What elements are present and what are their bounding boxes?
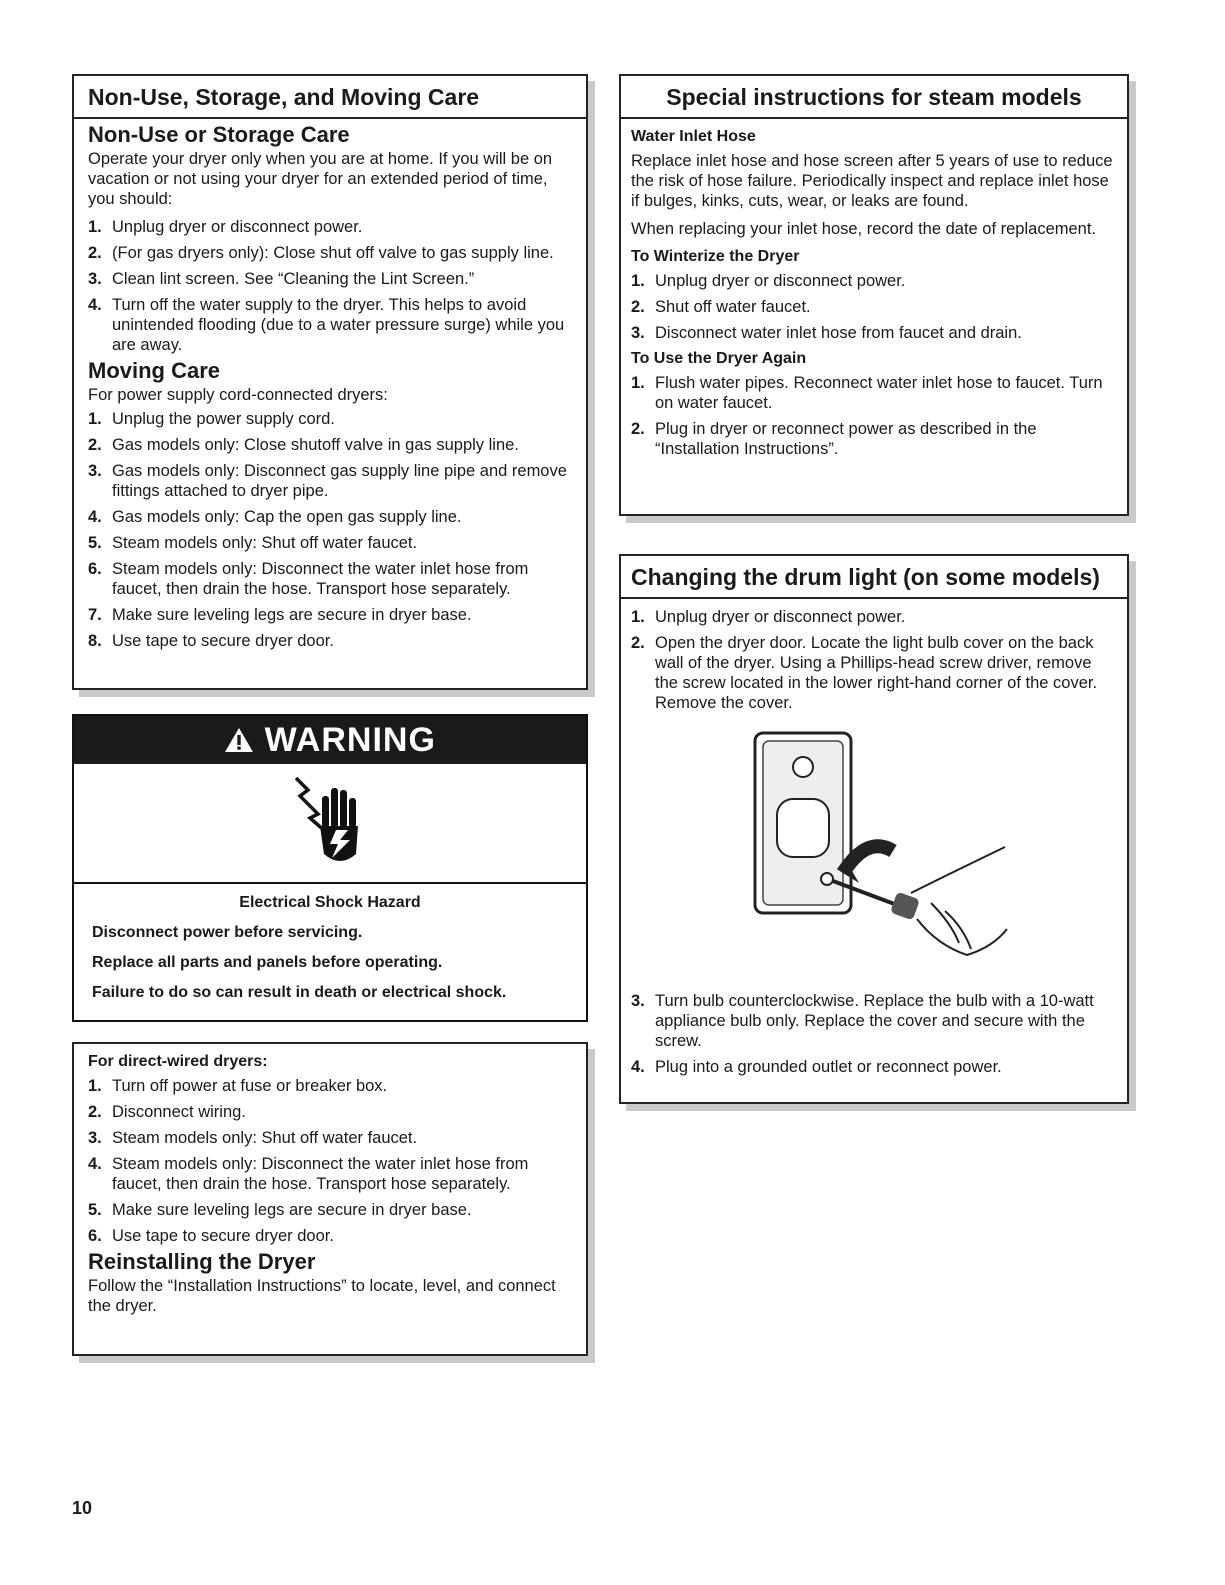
- list-item-text: Use tape to secure dryer door.: [112, 1227, 334, 1245]
- list-item-text: Unplug dryer or disconnect power.: [112, 218, 363, 236]
- list-item-number: 1.: [88, 410, 102, 428]
- hose-paragraph: Replace inlet hose and hose screen after 5 years of use to reduce the risk of hose failure. Periodically inspect and replace inlet hose if bulges, kinks, cuts, wear, or leaks are found.: [631, 152, 1113, 210]
- list-item: [88, 1076, 572, 1096]
- list-item-number: 2.: [631, 420, 645, 438]
- moving-intro: For power supply cord-connected dryers:: [88, 386, 388, 404]
- list-item-number: 4.: [88, 508, 102, 526]
- list-item-number: 1.: [88, 1077, 102, 1095]
- list-item-number: 6.: [88, 1227, 102, 1245]
- list-item-number: 7.: [88, 606, 102, 624]
- non-use-title: Non-Use, Storage, and Moving Care: [74, 76, 586, 119]
- list-item-text: Unplug the power supply cord.: [112, 410, 335, 428]
- again-heading: To Use the Dryer Again: [631, 350, 807, 367]
- list-item: [631, 323, 1113, 343]
- list-item: [631, 1057, 1113, 1077]
- list-item: [631, 373, 1113, 413]
- list-item-text: Gas models only: Cap the open gas supply line.: [112, 508, 462, 526]
- list-item-number: 2.: [631, 634, 645, 652]
- moving-heading: Moving Care: [88, 358, 221, 383]
- list-item-number: 2.: [88, 436, 102, 454]
- list-item-number: 4.: [88, 1155, 102, 1173]
- list-item-number: 5.: [88, 534, 102, 552]
- drum-light-steps-b: [631, 991, 1113, 1077]
- non-use-section: [72, 74, 588, 690]
- warning-line: Replace all parts and panels before operating.: [92, 954, 443, 971]
- list-item-text: Use tape to secure dryer door.: [112, 632, 334, 650]
- list-item: [631, 991, 1113, 1051]
- list-item-text: Gas models only: Close shutoff valve in gas supply line.: [112, 436, 519, 454]
- list-item: [88, 1200, 572, 1220]
- list-item: [631, 271, 1113, 291]
- list-item-number: 2.: [88, 1103, 102, 1121]
- direct-wired-heading: For direct-wired dryers:: [88, 1053, 268, 1070]
- list-item: [88, 217, 572, 237]
- steam-section: [619, 74, 1129, 516]
- list-item-number: 1.: [631, 272, 645, 290]
- list-item-number: 1.: [88, 218, 102, 236]
- list-item-number: 1.: [631, 608, 645, 626]
- warning-line: Disconnect power before servicing.: [92, 924, 363, 941]
- list-item-number: 2.: [88, 244, 102, 262]
- list-item: [88, 461, 572, 501]
- list-item-text: Gas models only: Disconnect gas supply line pipe and remove fittings attached to dryer pipe.: [112, 462, 567, 500]
- list-item: [88, 559, 572, 599]
- page-number: 10: [72, 1498, 93, 1518]
- list-item-text: (For gas dryers only): Close shut off valve to gas supply line.: [112, 244, 554, 262]
- reinstall-text: Follow the “Installation Instructions” to locate, level, and connect the dryer.: [88, 1277, 556, 1315]
- list-item-text: Flush water pipes. Reconnect water inlet hose to faucet. Turn on water faucet.: [655, 374, 1103, 412]
- warning-line: Failure to do so can result in death or electrical shock.: [92, 984, 507, 1001]
- list-item: [88, 533, 572, 553]
- direct-wired-section: [72, 1042, 588, 1356]
- list-item-number: 3.: [88, 1129, 102, 1147]
- winterize-steps: [631, 271, 1113, 343]
- electric-shock-hand-icon: [292, 774, 372, 874]
- list-item: [88, 507, 572, 527]
- list-item-text: Open the dryer door. Locate the light bulb cover on the back wall of the dryer. Using a Phillips-head screw driver, remove the screw located in the lower right-hand corner of the cover. Remove the cover.: [655, 634, 1098, 712]
- list-item-text: Plug into a grounded outlet or reconnect power.: [655, 1058, 1002, 1076]
- list-item: [88, 295, 572, 355]
- steam-title: Special instructions for steam models: [621, 76, 1127, 119]
- list-item-text: Make sure leveling legs are secure in dryer base.: [112, 1201, 472, 1219]
- again-steps: [631, 373, 1113, 459]
- hose-heading: Water Inlet Hose: [631, 128, 756, 145]
- list-item-number: 6.: [88, 560, 102, 578]
- storage-intro: Operate your dryer only when you are at home. If you will be on vacation or not using your dryer for an extended period of time, you should:: [88, 150, 553, 208]
- list-item: [631, 419, 1113, 459]
- warning-label: WARNING: [264, 721, 436, 759]
- list-item-text: Turn off power at fuse or breaker box.: [112, 1077, 388, 1095]
- winterize-heading: To Winterize the Dryer: [631, 248, 800, 265]
- list-item-text: Steam models only: Shut off water faucet.: [112, 1129, 418, 1147]
- warning-triangle-icon: [224, 721, 264, 759]
- list-item-number: 4.: [631, 1058, 645, 1076]
- reinstall-heading: Reinstalling the Dryer: [88, 1249, 316, 1274]
- list-item-text: Clean lint screen. See “Cleaning the Lint Screen.”: [112, 270, 475, 288]
- list-item-number: 3.: [88, 462, 102, 480]
- list-item-text: Make sure leveling legs are secure in dryer base.: [112, 606, 472, 624]
- storage-heading: Non-Use or Storage Care: [88, 122, 350, 147]
- list-item-text: Turn off the water supply to the dryer. This helps to avoid unintended flooding (due to a water pressure surge) while you are away.: [112, 296, 565, 354]
- list-item-text: Disconnect wiring.: [112, 1103, 246, 1121]
- storage-steps: [88, 217, 572, 355]
- list-item-number: 1.: [631, 374, 645, 392]
- drum-light-section: [619, 554, 1129, 1104]
- list-item-number: 3.: [88, 270, 102, 288]
- warning-hazard: Electrical Shock Hazard: [239, 894, 421, 911]
- list-item: [88, 1128, 572, 1148]
- list-item-text: Disconnect water inlet hose from faucet and drain.: [655, 324, 1022, 342]
- list-item: [88, 605, 572, 625]
- list-item: [88, 1102, 572, 1122]
- drum-light-steps-a: [631, 607, 1113, 713]
- list-item-text: Turn bulb counterclockwise. Replace the bulb with a 10-watt appliance bulb only. Replace the cover and secure with the screw.: [655, 992, 1094, 1050]
- list-item-text: Unplug dryer or disconnect power.: [655, 608, 906, 626]
- direct-wired-steps: [88, 1076, 572, 1246]
- warning-header: [74, 716, 586, 764]
- list-item-number: 8.: [88, 632, 102, 650]
- list-item-number: 5.: [88, 1201, 102, 1219]
- list-item: [88, 435, 572, 455]
- list-item: [88, 631, 572, 651]
- bulb-cover-screwdriver-illustration: [741, 723, 1031, 993]
- list-item: [631, 607, 1113, 627]
- list-item: [88, 1226, 572, 1246]
- list-item: [88, 243, 572, 263]
- moving-steps: [88, 409, 572, 651]
- list-item: [88, 269, 572, 289]
- list-item-number: 3.: [631, 324, 645, 342]
- list-item-number: 4.: [88, 296, 102, 314]
- list-item: [88, 409, 572, 429]
- list-item-text: Steam models only: Disconnect the water inlet hose from faucet, then drain the hose. Transport hose separately.: [112, 1155, 529, 1193]
- list-item-number: 3.: [631, 992, 645, 1010]
- list-item-number: 2.: [631, 298, 645, 316]
- list-item-text: Steam models only: Shut off water faucet.: [112, 534, 418, 552]
- list-item: [88, 1154, 572, 1194]
- warning-box: [72, 714, 588, 1022]
- list-item-text: Unplug dryer or disconnect power.: [655, 272, 906, 290]
- drum-light-title: Changing the drum light (on some models): [621, 556, 1127, 599]
- list-item-text: Steam models only: Disconnect the water inlet hose from faucet, then drain the hose. Transport hose separately.: [112, 560, 529, 598]
- list-item-text: Shut off water faucet.: [655, 298, 811, 316]
- list-item: [631, 633, 1113, 713]
- hose-paragraph: When replacing your inlet hose, record the date of replacement.: [631, 220, 1097, 238]
- list-item-text: Plug in dryer or reconnect power as described in the “Installation Instructions”.: [655, 420, 1037, 458]
- warning-icon-area: [74, 764, 586, 884]
- list-item: [631, 297, 1113, 317]
- drum-light-illustration: [631, 719, 1113, 991]
